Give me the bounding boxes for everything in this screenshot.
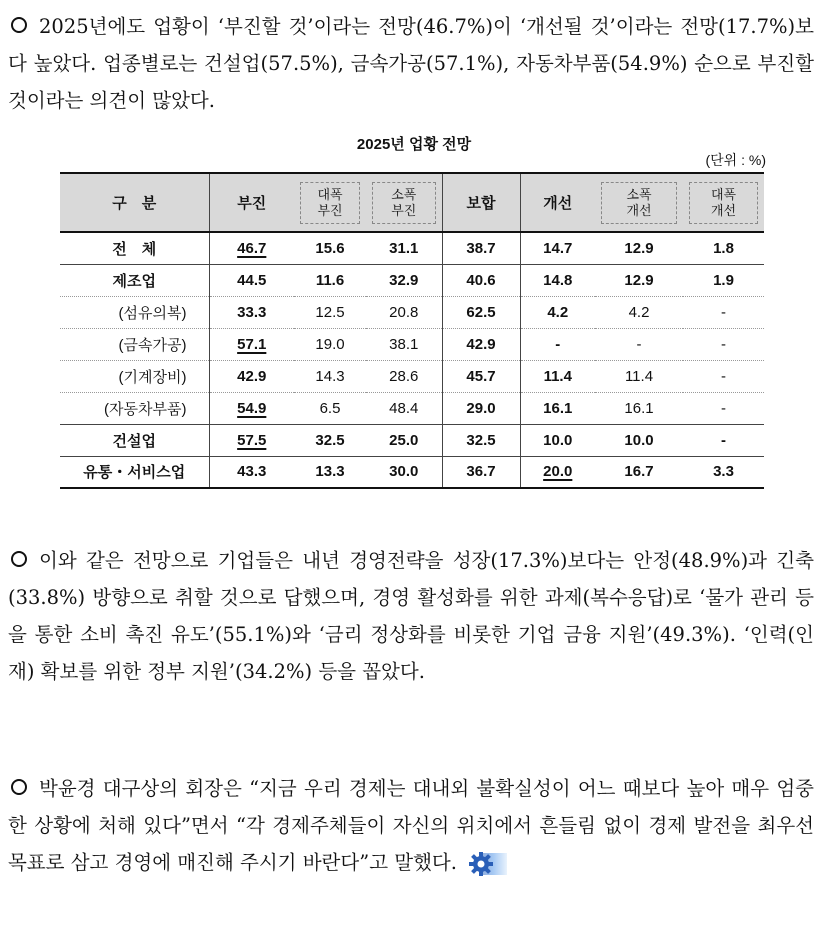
header-category: 구 분 [60,173,209,232]
cell-big-sluggish: 11.6 [294,264,366,296]
cell-small-sluggish: 48.4 [366,392,442,424]
cell-big-improve: - [683,424,764,456]
cell-sluggish: 57.5 [209,424,294,456]
paragraph-industry-outlook [8,8,814,119]
cell-improve: 10.0 [520,424,595,456]
cell-big-improve: 1.9 [683,264,764,296]
cell-improve: 20.0 [520,456,595,488]
table-header-row [60,173,764,232]
paragraph-1-text: 2025년에도 업황이 ‘부진할 것’이라는 전망(46.7%)이 ‘개선될 것’이라는 전망(17.7%)보다 높았다. 업종별로는 건설업(57.5%), 금속가공(57.1%), 자동차부품(54.9%) 순으로 부진할 것이라는 의견이 많았다. [8,15,814,112]
cell-small-sluggish: 30.0 [366,456,442,488]
cell-sluggish: 43.3 [209,456,294,488]
row-label: 유통・서비스업 [60,456,209,488]
table-row [60,328,764,360]
row-label: 전 체 [60,232,209,264]
cell-sluggish: 42.9 [209,360,294,392]
cell-big-improve: - [683,328,764,360]
table-row [60,424,764,456]
cell-sluggish: 33.3 [209,296,294,328]
cell-improve: 14.7 [520,232,595,264]
cell-big-sluggish: 14.3 [294,360,366,392]
header-sluggish: 부진 [209,173,294,232]
table-row [60,296,764,328]
cell-improve: 16.1 [520,392,595,424]
cell-small-improve: 11.4 [595,360,683,392]
cell-big-improve: - [683,392,764,424]
cell-same: 29.0 [442,392,520,424]
cell-big-sluggish: 15.6 [294,232,366,264]
cell-big-sluggish: 6.5 [294,392,366,424]
row-label: (기계장비) [60,360,209,392]
cell-same: 62.5 [442,296,520,328]
cell-sluggish: 46.7 [209,232,294,264]
cell-small-sluggish: 28.6 [366,360,442,392]
row-label: (자동차부품) [60,392,209,424]
table-row [60,264,764,296]
paragraph-3-text: 박윤경 대구상의 회장은 “지금 우리 경제는 대내외 불확실성이 어느 때보다 높아 매우 엄중한 상황에 처해 있다”면서 “각 경제주체들이 자신의 위치에서 흔들림 없이 경제 발전을 최우선 목표로 삼고 경영에 매진해 주시기 바란다”고 말했다. [8,777,814,874]
cell-big-sluggish: 32.5 [294,424,366,456]
cell-sluggish: 44.5 [209,264,294,296]
row-label: 제조업 [60,264,209,296]
row-label: 건설업 [60,424,209,456]
cell-same: 32.5 [442,424,520,456]
cell-same: 38.7 [442,232,520,264]
table-row [60,232,764,264]
outlook-table [60,172,764,489]
cell-sluggish: 57.1 [209,328,294,360]
cell-big-improve: 3.3 [683,456,764,488]
paragraph-2-text: 이와 같은 전망으로 기업들은 내년 경영전략을 성장(17.3%)보다는 안정(48.9%)과 긴축(33.8%) 방향으로 취할 것으로 답했으며, 경영 활성화를 위한 과제(복수응답)로 ‘물가 관리 등을 통한 소비 촉진 유도’(55.1%)와 ‘금리 정상화를 비롯한 기업 금융 지원’(49.3%). ‘인력(인재) 확보를 위한 정부 지원’(34.2%) 등을 꼽았다. [8,549,814,683]
row-label: (금속가공) [60,328,209,360]
table-row [60,360,764,392]
gear-icon [467,850,507,878]
paragraph-chairman-quote [8,770,814,881]
cell-same: 36.7 [442,456,520,488]
cell-big-sluggish: 19.0 [294,328,366,360]
circle-bullet-icon [11,779,27,795]
cell-small-improve: 16.7 [595,456,683,488]
cell-same: 40.6 [442,264,520,296]
table-unit: (단위 : %) [705,152,766,168]
cell-small-sluggish: 20.8 [366,296,442,328]
cell-small-improve: - [595,328,683,360]
cell-small-improve: 12.9 [595,264,683,296]
cell-small-sluggish: 31.1 [366,232,442,264]
cell-same: 42.9 [442,328,520,360]
header-small-improve: 소폭 개선 [595,173,683,232]
cell-big-improve: - [683,360,764,392]
header-same: 보합 [442,173,520,232]
cell-small-improve: 10.0 [595,424,683,456]
cell-big-improve: 1.8 [683,232,764,264]
cell-small-sluggish: 32.9 [366,264,442,296]
cell-improve: - [520,328,595,360]
cell-same: 45.7 [442,360,520,392]
header-improve: 개선 [520,173,595,232]
row-label: (섬유의복) [60,296,209,328]
cell-small-improve: 16.1 [595,392,683,424]
header-big-sluggish: 대폭 부진 [294,173,366,232]
circle-bullet-icon [11,17,27,33]
header-small-sluggish: 소폭 부진 [366,173,442,232]
paragraph-management-strategy [8,542,814,690]
cell-sluggish: 54.9 [209,392,294,424]
cell-improve: 11.4 [520,360,595,392]
header-big-improve: 대폭 개선 [683,173,764,232]
cell-big-sluggish: 13.3 [294,456,366,488]
cell-improve: 4.2 [520,296,595,328]
table-row [60,392,764,424]
cell-small-sluggish: 38.1 [366,328,442,360]
cell-big-improve: - [683,296,764,328]
cell-small-improve: 4.2 [595,296,683,328]
cell-improve: 14.8 [520,264,595,296]
cell-big-sluggish: 12.5 [294,296,366,328]
cell-small-sluggish: 25.0 [366,424,442,456]
cell-small-improve: 12.9 [595,232,683,264]
table-title: 2025년 업황 전망 [356,136,472,153]
table-row [60,456,764,488]
circle-bullet-icon [11,551,27,567]
